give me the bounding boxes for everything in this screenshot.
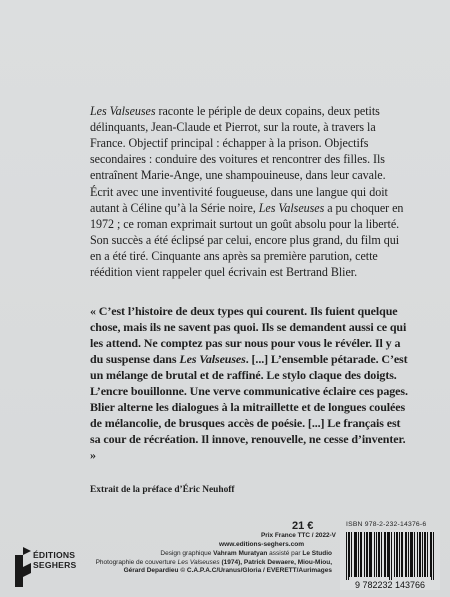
barcode-bar	[384, 532, 385, 577]
barcode-bar	[355, 532, 356, 577]
barcode-bar	[406, 532, 407, 577]
publisher-line-2: SEGHERS	[33, 560, 77, 570]
photo-credit-label: Photographie de couverture	[95, 558, 178, 566]
quote-credit: Extrait de la préface d’Éric Neuhoff	[90, 485, 235, 495]
barcode-bar	[354, 532, 355, 577]
barcode-bar	[433, 532, 434, 580]
designer-name: Vahram Muratyan	[213, 550, 268, 557]
barcode-bar	[422, 532, 423, 577]
barcode-bar	[401, 532, 402, 577]
isbn-label: ISBN 978-2-232-14376-6	[346, 521, 427, 528]
barcode-bar	[348, 532, 349, 580]
preface-quote	[90, 303, 408, 463]
book-title: Les Valseuses	[179, 352, 246, 366]
context-paragraph	[90, 184, 406, 280]
barcode-bar	[360, 532, 361, 577]
studio-name: Le Studio	[302, 550, 332, 557]
barcode-bar	[371, 532, 372, 577]
context-text-a: Écrit avec une inventivité fougueuse, dans une langue qui doit autant à Céline qu’à la Série noire,	[90, 185, 388, 215]
barcode-bar	[370, 532, 371, 577]
price: 21 €	[292, 520, 314, 532]
design-credit-label: Design graphique	[160, 550, 214, 557]
barcode-bar	[367, 532, 368, 577]
photo-credit-cast: (1974), Patrick Dewaere, Miou-Miou,	[219, 558, 332, 566]
barcode-bar	[396, 532, 397, 577]
photo-credit-rights: Gérard Depardieu © C.A.P.A.C/Uranus/Gloria / EVERETT/Aurimages	[123, 567, 332, 575]
context-text-b: a pu choquer en 1972 ; ce roman exprimait surtout un goût absolu pour la liberté. Son succès a été éclipsé par celui, encore plus grand, du film qui en a été tiré. Cinquante ans après sa première parution, cette réédition vient rappeler quel écrivain est Bertrand Blier.	[90, 201, 404, 279]
design-credit-assist: assisté par	[267, 550, 303, 557]
barcode-bar	[385, 532, 386, 577]
barcode-bar	[399, 532, 400, 577]
barcode-bar	[412, 532, 413, 577]
photo-credit-line-2	[88, 567, 332, 576]
barcode-digits: 9 782232 143766	[354, 580, 426, 590]
publisher-line-1: ÉDITIONS	[33, 550, 76, 560]
barcode-bar	[394, 532, 395, 577]
barcode-bar	[389, 532, 390, 580]
barcode-bar	[417, 532, 418, 577]
barcode-bar	[402, 532, 403, 577]
barcode-bar	[411, 532, 412, 577]
barcode-bar	[349, 532, 350, 577]
barcode-bar	[356, 532, 357, 577]
book-title: Les Valseuses	[258, 201, 325, 215]
barcode-bar	[351, 532, 352, 577]
price-note: Prix France TTC / 2022-V	[261, 532, 336, 539]
barcode-bar	[379, 532, 380, 577]
photo-credit-line	[88, 559, 332, 568]
barcode-icon	[340, 530, 440, 590]
synopsis-paragraph	[90, 103, 406, 183]
barcode-bar	[374, 532, 375, 577]
barcode-bar	[361, 532, 362, 577]
barcode-bar	[424, 532, 425, 577]
barcode-bar	[419, 532, 420, 577]
seghers-logo-icon	[12, 543, 32, 591]
barcode-bar	[408, 532, 409, 577]
barcode-bar	[376, 532, 377, 577]
barcode-bar	[425, 532, 426, 577]
barcode-bar	[364, 532, 365, 577]
barcode-bar	[381, 532, 382, 577]
barcode-bar	[414, 532, 415, 577]
barcode-bar	[397, 532, 398, 577]
barcode-bar	[405, 532, 406, 577]
design-credits	[88, 550, 332, 576]
barcode-bar	[391, 532, 392, 580]
quote-text-b: . [...] L’ensemble pétarade. C’est un mélange de brutal et de raffiné. Le stylo claque des doigts. L’encre bouillonne. Une verve communicative éclaire ces pages. Blier alterne les dialogues à la mitraillette et de longues coulées de mélancolie, de brusques accès de poésie. [...] Le français est sa cour de récréation. Il innove, renouvelle, ne cesse d’inventer. »	[90, 352, 408, 462]
barcode-bar	[378, 532, 379, 577]
barcode-bar	[346, 532, 347, 580]
film-title: Les Valseuses	[177, 558, 220, 566]
barcode-bar	[420, 532, 421, 577]
book-title: Les Valseuses	[90, 104, 156, 118]
synopsis-text: raconte le périple de deux copains, deux petits délinquants, Jean-Claude et Pierrot, sur la route, à travers la France. Objectif principal : échapper à la prison. Objectifs secondaires : conduire des voitures et rencontrer des filles. Ils entraînent Marie-Ange, une shampouineuse, dans leur cavale.	[90, 104, 386, 182]
barcode-bar	[431, 532, 432, 580]
publisher-url[interactable]: www.editions-seghers.com	[219, 541, 305, 548]
barcode-bar	[427, 532, 428, 577]
barcode-bar	[358, 532, 359, 577]
barcode-bar	[366, 532, 367, 577]
barcode-bar	[369, 532, 370, 577]
barcode-bar	[410, 532, 411, 577]
quote-text-a: « C’est l’histoire de deux types qui courent. Ils fuient quelque chose, mais ils ne savent pas quoi. Ils se demandent aussi ce qui les attend. Ne comptez pas sur nous pour vous le révéler. Il y a du suspense dans	[90, 304, 407, 366]
barcode-bar	[388, 532, 389, 577]
barcode-bar	[430, 532, 431, 577]
barcode-bar	[387, 532, 388, 577]
publisher-name	[33, 550, 76, 570]
design-credit-line	[88, 550, 332, 559]
